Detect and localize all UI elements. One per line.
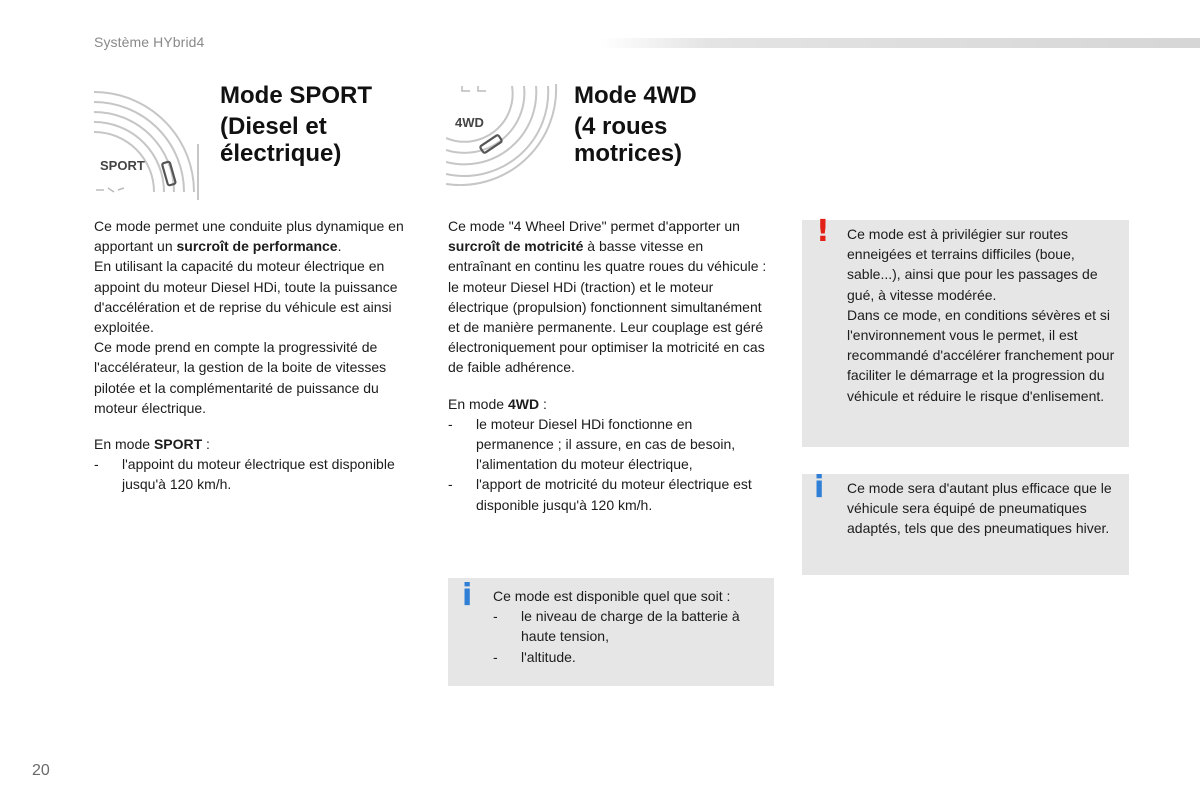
sport-mode-line: En mode SPORT : xyxy=(94,436,210,453)
info-icon: i xyxy=(462,578,473,613)
dash-bullet: - xyxy=(448,415,453,432)
list-item xyxy=(448,474,768,514)
list-item-text: le moteur Diesel HDi fonctionne en permanence ; il assure, en cas de besoin, l'alimentation du moteur électrique, xyxy=(476,415,736,473)
list-item-text: l'altitude. xyxy=(521,648,576,665)
sport-dial-label: SPORT xyxy=(100,158,145,173)
info-box-text: Ce mode sera d'autant plus efficace que le véhicule sera équipé de pneumatiques adaptés, tels que des pneumatiques hiver. xyxy=(847,480,1112,537)
list-item xyxy=(493,647,769,667)
list-item xyxy=(94,454,424,494)
header-bar xyxy=(600,38,1200,48)
list-item-text: l'appoint du moteur électrique est disponible jusqu'à 120 km/h. xyxy=(122,456,395,493)
page-number: 20 xyxy=(32,762,50,779)
4wd-subtitle-line: motrices) xyxy=(574,140,683,167)
4wd-title-line: Mode 4WD xyxy=(574,82,697,109)
info-box-content xyxy=(847,478,1117,539)
4wd-dial-label: 4WD xyxy=(455,115,484,130)
dash-bullet: - xyxy=(493,648,498,665)
dash-bullet: - xyxy=(448,476,453,493)
4wd-mode-line: En mode 4WD : xyxy=(448,395,547,412)
warning-box-content xyxy=(847,224,1125,406)
sport-subtitle-line: (Diesel et xyxy=(220,113,327,140)
info-box-intro: Ce mode est disponible quel que soit : xyxy=(493,588,731,604)
info-icon: i xyxy=(814,470,825,505)
sport-paragraph: Ce mode prend en compte la progressivité de l'accélérateur, la gestion de la boite de vitesses pilotée et la complémentarité de puissance du moteur électrique. xyxy=(94,339,387,416)
sport-title xyxy=(220,82,372,167)
info-box-availability xyxy=(448,578,774,686)
dash-bullet: - xyxy=(94,456,99,473)
list-item-text: l'apport de motricité du moteur électrique est disponible jusqu'à 120 km/h. xyxy=(476,476,752,513)
warning-paragraph: Ce mode est à privilégier sur routes enneigées et terrains difficiles (boue, sable...), ainsi que pour les passages de gué, à vitesse modérée. xyxy=(847,226,1098,303)
4wd-intro: Ce mode "4 Wheel Drive" permet d'apporter un surcroît de motricité à basse vitesse en entraînant en continu les quatre roues du véhicule : le moteur Diesel HDi (traction) et le moteur électrique (propulsion) fonctionnent simultanément et de manière permanente. Leur couplage est géré électroniquement pour optimiser la motricité en cas de faible adhérence. xyxy=(448,218,767,376)
sport-intro: Ce mode permet une conduite plus dynamique en apportant un surcroît de performance. xyxy=(94,218,404,255)
section-title: Système HYbrid4 xyxy=(94,34,205,50)
sport-dial-icon xyxy=(94,84,200,202)
4wd-dial-icon xyxy=(446,80,558,186)
list-item-text: le niveau de charge de la batterie à haute tension, xyxy=(521,608,740,645)
dash-bullet: - xyxy=(493,608,498,625)
sport-paragraph: En utilisant la capacité du moteur électrique en appoint du moteur Diesel HDi, toute la puissance d'accélération et de reprise du véhicule est ainsi exploitée. xyxy=(94,258,398,336)
sport-subtitle-line: électrique) xyxy=(220,140,342,167)
info-box-tyres xyxy=(802,470,1129,575)
exclamation-icon: ! xyxy=(816,214,830,249)
sport-description xyxy=(94,216,424,495)
warning-box xyxy=(802,214,1129,447)
info-box-content xyxy=(493,586,769,667)
list-item xyxy=(448,414,768,475)
sport-title-line: Mode SPORT xyxy=(220,82,373,109)
warning-paragraph: Dans ce mode, en conditions sévères et si l'environnement vous le permet, il est recommandé d'accélérer franchement pour faciliter le démarrage et la progression du véhicule et réduire le risque d'enlisement. xyxy=(847,306,1115,404)
4wd-title xyxy=(574,82,697,167)
4wd-subtitle-line: (4 roues xyxy=(574,113,668,140)
list-item xyxy=(493,606,769,646)
4wd-description xyxy=(448,216,768,515)
